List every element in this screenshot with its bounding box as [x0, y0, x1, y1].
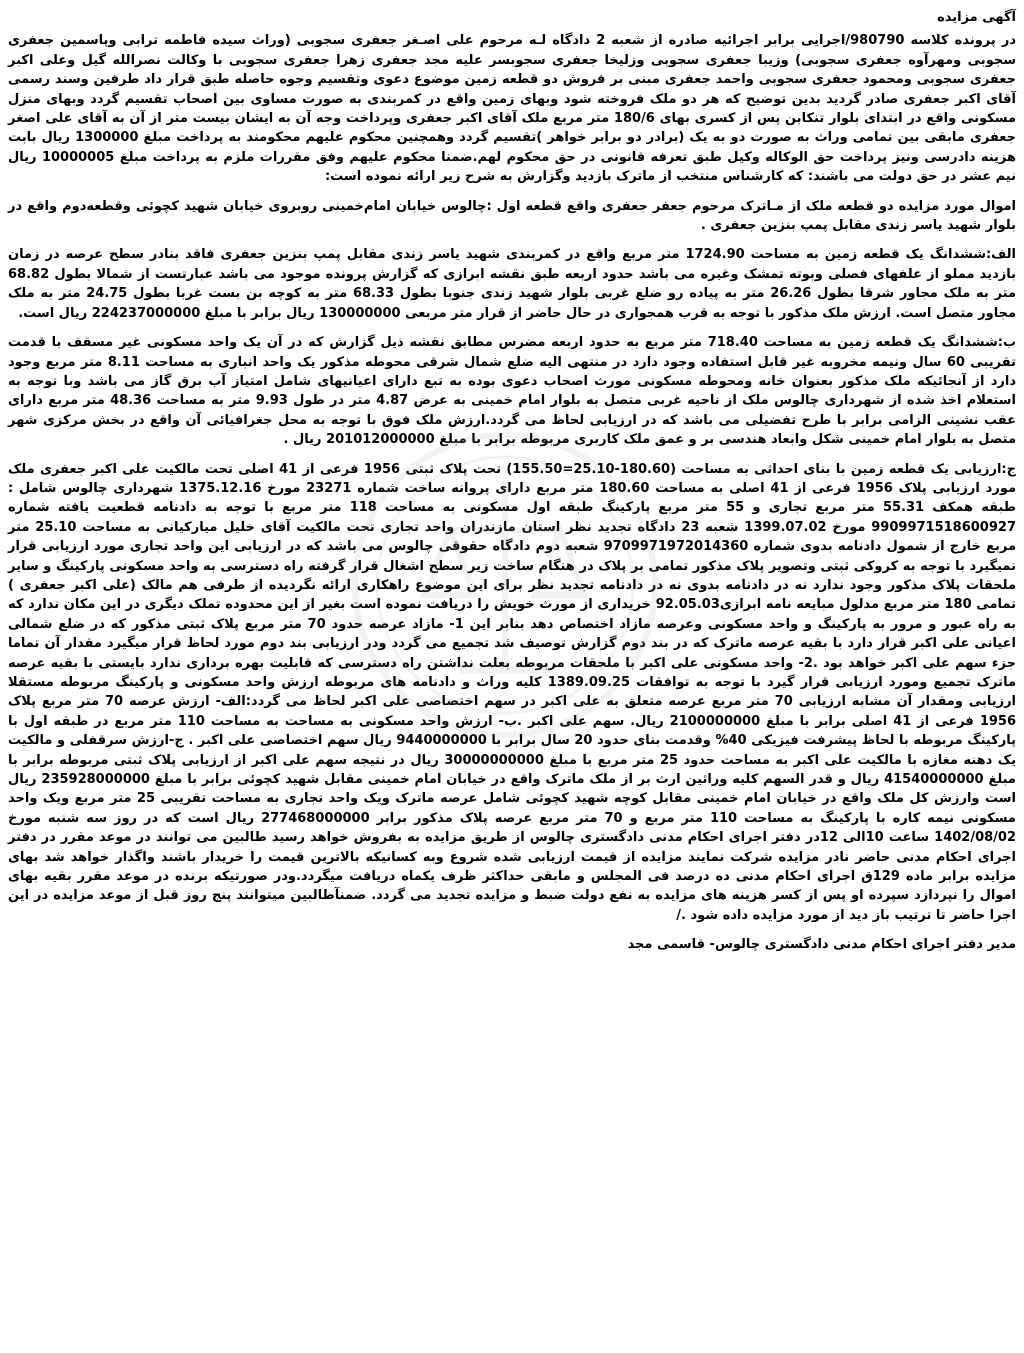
notice-paragraph-item-jim: ج:ارزیابی یک قطعه زمین با بنای احداثی به مساحت (180.60-25.10=155.50) تحت پلاک ثبتی 1956 فرعی از 41 اصلی تحت مالکیت علی اکبر جعفری ملک مورد ارزیابی پلاک 1956 فرعی از 41 اصلی به مساحت 180.60 متر مربع دارای پروانه ساخت شماره 23271 مورخ 1375.12.16 شهرداری چالوس شامل : طبقه همکف 55.31 متر مربع تجاری و 55 متر مربع پارکینگ طبقه اول مسکونی به مساحت 118 متر مربع با توجه به دادنامه قطعیت یافته شماره 9909971518600927 مورخ 1399.07.02 شعبه 23 دادگاه تجدید نظر استان مازندران واحد تجاری تحت مالکیت آقای خلیل میارکیانی به مساحت 25.10 متر مربع خارج از شمول دادنامه بدوی شماره 9709971972014360 شعبه دوم دادگاه حقوقی چالوس می باشد که در ارزیابی این واحد تجاری مورد ارزیابی قرار نمیگیرد با توجه به کروکی ثبتی وتصویر پلاک مذکور تمامی بر پلاک در هنگام ساخت زیر سطح اشغال قرار گرفته راه دسترسی به واحد مسکونی پارکینگ و سایر ملحقات پلاک مذکور وجود ندارد نه در دادنامه بدوی نه در دادنامه تجدید نظر برای این موضوع راهکاری ارائه نگردیده از طرفی هم مالک (علی اکبر جعفری ) تمامی 180 متر مربع مدلول مبایعه نامه ابرازی92.05.03 خریداری از مورث خویش را دریافت نموده است بغیر از این محدوده تملک دیگری در این مکان ندارد که به راه عبور و مرور به پارکینگ و واحد مسکونی وعرصه مازاد اختصاص دهد بنابر این 1- مازاد عرصه حدود 70 متر مربع پلاک ثبتی مذکور که در ضلع شمالی اعیانی علی اکبر قرار دارد با بقیه عرصه ماترک که در بند دوم گزارش توصیف شد تجمیع می گردد ودر ارزیابی بند دوم مورد لحاظ قرار میگیرد مقدار آن تماما جزء سهم علی اکبر خواهد بود .2- واحد مسکونی علی اکبر با ملحقات مربوطه بعلت نداشتن راه دسترسی که قابلیت بهره برداری ندارد بایستی با بقیه عرصه ماترک تجمیع ومورد ارزیابی قرار گیرد با توجه به توافقات 1389.09.25 کلیه وراث و دادنامه های مربوطه ارزش واحد مسکونی و پارکینگ مربوطه مستقلا ارزیابی ومقدار آن مشابه ارزیابی 70 متر مربع عرصه متعلق به علی اکبر در سهم اختصاصی علی اکبر لحاظ می گردد:الف- ارزش عرصه 70 متر مربع پلاک 1956 فرعی از 41 اصلی برابر با مبلغ 2100000000 ریال. سهم علی اکبر .ب- ارزش واحد مسکونی به مساحت به مساحت 110 متر مربع در طبقه اول با پارکینگ مربوطه با لحاظ پیشرفت فیزیکی 40% وقدمت بنای حدود 20 سال برابر با 9440000000 ریال سهم اختصاصی علی اکبر . ج-ارزش سرقفلی و مالکیت یک دهنه مغازه با مالکیت علی اکبر به مساحت حدود 25 متر مربع با مبلغ 30000000000 ریال در نتیجه سهم علی اکبر از ارزیابی پلاک ثبتی مربوطه برابر با مبلغ 41540000000 ریال و قدر السهم کلیه وراثین ارث بر از ملک ماترک واقع در خیابان امام خمینی مقابل شهید کچوئی برابر با مبلغ 235928000000 ریال است وارزش کل ملک واقع در خیابان امام خمینی مقابل کوچه شهید کچوئی شامل عرصه ماترک ویک واحد تجاری به مساحت تقریبی 25 متر مربع ویک واحد مسکونی نیمه کاره با پارکینگ به مساحت 110 متر مربع و 70 متر مربع عرصه پلاک مذکور برابر 277468000000 ریال است که در روز سه شنبه مورخ 1402/08/02 ساعت 10الی 12در دفتر اجرای احکام مدنی دادگستری چالوس از طریق مزایده به بفروش خواهد رسید طالبین می توانند در موعد مقرر در دفتر اجرای احکام مدنی حاضر نادر مزایده شرکت نمایند مزایده از قیمت ارزیابی شده شروع وبه کسانیکه بالاترین قیمت را خریدار باشند واگذار خواهد شد بهای مزایده برابر ماده 129ق اجرای احکام مدنی ده درصد فی المجلس و مابقی حداکثر ظرف یکماه دریافت میگردد.ودر صورتیکه برنده در موعد مقرر بقیه بهای اموال را نپردازد سپرده او پس از کسر هزینه های مزایده به نفع دولت ضبط و مزایده تجدید می گردد. ضمنآطالبین میتوانند پنج روز قبل از موعد مزایده در این اجرا حاضر تا ترتیب باز دید از مورد مزایده داده شود ./: [8, 461, 1017, 923]
notice-paragraph-intro: در پرونده کلاسه 980790/اجرایی برابر اجرائیه صادره از شعبه 2 دادگاه لـه مرحوم علی اصـغر جعفری سجوبی (وراث سیده فاطمه ترابی وپاسمین جعفری سجوبی ومهرآوه جعفری سجوبی) وزیبا جعفری سجوبی وزلیخا جعفری سجوبسر علیه مجد جعفری زهرا جعفری سجوبی با وکالت نصرالله گیل وعلی اکبر جعفری سجوبی ومحمود جعفری سجوبی واحمد جعفری مبنی بر فروش دو قطعه زمین موضوع دعوی وتقسیم وجوه حاصله طبق قرار داد طرفین وسند رسمی آقای اکبر جعفری صادر گردید بدین توضیح که هر دو ملک فروخته شود وبهای زمین واقع در کمربندی به صورت مساوی بین اصحاب تقسیم گردد وبهای منزل مسکونی واقع در ابتدای بلوار تنکابن پس از کسری بهای 180/6 متر مربع ملک آقای اکبر جعفری وپرداخت وجه آن به ایشان بیست متر از آن به آقای علی اصغر جعفری مابقی بین تمامی وراث به صورت دو به یک (برادر دو برابر خواهر )تقسیم گردد وهمچنین محکوم علیهم محکومند به پرداخت مبلغ 1300000 ریال بابت هزینه دادرسی ونیز پرداخت حق الوکاله وکیل طبق تعرفه قانونی در حق محکوم لهم.ضمنا محکوم علیهم وفق مقررات ملزم به پرداخت مبلغ 10000005 ریال نیم عشر در حق دولت می باشند: که کارشناس منتخب از ماترک بازدید وگزارش به شرح زیر ارائه نموده است:: [8, 33, 1016, 185]
notice-paragraph-item-be: ب:ششدانگ یک قطعه زمین به مساحت 718.40 متر مربع به حدود اربعه مضرس مطابق نقشه ذیل گزارش که در آن یک واحد مسکونی غیر مسقف با قدمت تقریبی 60 سال ونیمه مخروبه غیر قابل استفاده وجود دارد در منتهی الیه ضلع شمال شرقی محوطه مذکور یک واحد انباری به مساحت 8.11 متر مربع وجود دارد از آنجائیکه ملک مذکور بعنوان خانه ومحوطه مسکونی مورث اصحاب دعوی بوده به تبع دارای اعیانیهای شامل امتیاز آب برق گاز می باشد وبا توجه به استعلام اخذ شده از شهرداری چالوس ملک از ناحیه غربی متصل به بلوار امام خمینی به عرض 4.87 متر در طول 9.93 متر به مساحت 48.36 متر مربع دارای عقب نشینی الزامی برابر با طرح تفضیلی می باشد که در ارزیابی لحاظ می گردد.ارزش ملک فوق با توجه به محل جغرافیائی آن واقع در بخش مرکزی شهر متصل به بلوار امام خمینی شکل وابعاد هندسی بر و عمق ملک کاربری مربوطه برابر با مبلغ 201012000000 ریال .: [8, 335, 1017, 448]
notice-paragraph-properties: اموال مورد مزایده دو قطعه ملک از مـاترک مرحوم جعفر جعفری واقع قطعه اول :چالوس خیابان امام‌خمینی روبروی خیابان شهید کچوئی وقطعه‌دوم واقع در بلوار شهید یاسر زندی مقابل پمپ بنزین جعفری .: [8, 198, 1016, 234]
notice-paragraph-item-alef: الف:ششدانگ یک قطعه زمین به مساحت 1724.90 متر مربع واقع در کمربندی شهید یاسر زندی مقابل پمپ بنزین جعفری فاقد بنادر سطح عرصه در زمان بازدید مملو از علفهای فصلی وبوته تمشک وغیره می باشد حدود اربعه طبق نقشه ابرازی که گزارش پرونده موجود می باشد عبارتست از شمالا بطول 68.82 متر به ملک مجاور شرقا بطول 26.26 متر به پیاده رو ضلع غربی بلوار شهید زندی جنوبا بطول 68.33 متر به کوچه بن بست غربا بطول 24.75 متر به ملک مجاور متصل است. ارزش ملک مذکور با توجه به قرب همجواری در حال حاضر از قرار متر مربعی 130000000 ریال برابر با مبلغ 224237000000 ریال است.: [8, 247, 1017, 321]
notice-title: آگهی مزایده: [937, 10, 1016, 25]
notice-signature: مدیر دفتر اجرای احکام مدنی دادگستری چالوس- قاسمی مجد: [627, 937, 1016, 953]
